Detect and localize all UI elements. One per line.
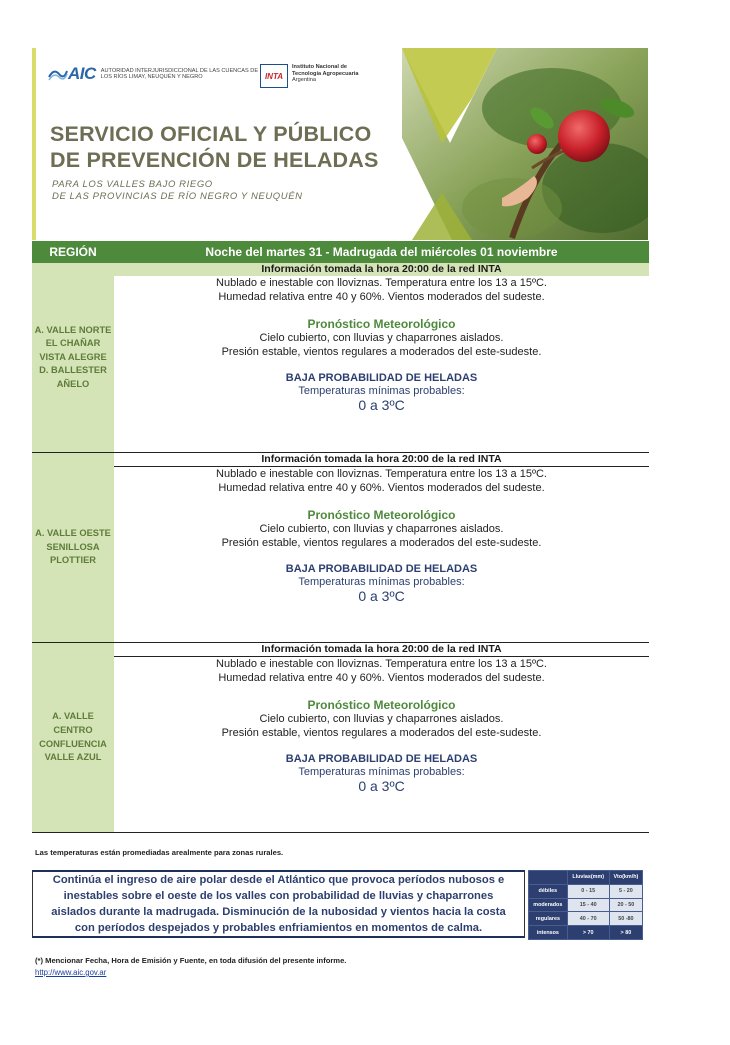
region-cell (32, 643, 114, 832)
frost-probability: BAJA PROBABILIDAD DE HELADAS (285, 372, 478, 384)
page-title (50, 121, 379, 173)
region-locality: VISTA ALEGRE (39, 351, 107, 362)
aic-website-link[interactable]: http://www.aic.gov.ar (35, 968, 107, 977)
region-name: A. VALLE CENTRO (52, 711, 94, 735)
forecast-line: Presión estable, vientos regulares a moderados del este-sudeste. (221, 346, 542, 358)
date-column-header: Noche del martes 31 - Madrugada del miércoles 01 noviembre (205, 245, 558, 259)
forecast-cell (114, 453, 649, 642)
region-locality: VALLE AZUL (44, 752, 102, 763)
info-source-heading: Información tomada la hora 20:00 de la red INTA (114, 643, 649, 657)
apple-photo-image (402, 48, 648, 240)
region-column-header: REGIÓN (49, 245, 97, 259)
region-locality: CONFLUENCIA (39, 738, 107, 749)
forecast-line: Cielo cubierto, con lluvias y chaparrones aislados. (259, 713, 504, 725)
region-cell (32, 453, 114, 642)
info-source-heading: Información tomada la hora 20:00 de la red INTA (114, 263, 649, 276)
forecast-cell (114, 263, 649, 452)
observation-line: Humedad relativa entre 40 y 60%. Vientos moderados del sudeste. (218, 482, 545, 494)
forecast-line: Presión estable, vientos regulares a moderados del este-sudeste. (221, 537, 542, 549)
inta-name-line3: Argentina (292, 77, 316, 84)
forecast-title: Pronóstico Meteorológico (307, 508, 456, 522)
aic-logo (48, 64, 271, 84)
region-locality: EL CHAÑAR (45, 338, 101, 349)
legend-rain-value: 15 - 40 (567, 898, 609, 912)
legend-row (529, 898, 643, 912)
subtitle-line1: PARA LOS VALLES BAJO RIEGO (52, 179, 213, 190)
legend-rain-value: > 70 (567, 926, 609, 940)
observation-line: Nublado e inestable con lloviznas. Temperatura entre los 13 a 15ºC. (216, 658, 547, 670)
legend-rain-value: 0 - 15 (567, 884, 609, 898)
legend-label: débiles (529, 884, 568, 898)
aic-wave-icon (48, 66, 68, 82)
inta-logo-mark: INTA (260, 64, 288, 88)
forecast-title: Pronóstico Meteorológico (307, 698, 456, 712)
table-row (32, 642, 649, 832)
region-locality: D. BALLESTER (39, 365, 107, 376)
min-temp-label: Temperaturas mínimas probables: (298, 576, 465, 588)
legend-rain-value: 40 - 70 (567, 912, 609, 926)
legend-rain-header: Lluvias(mm) (567, 871, 609, 885)
observation-line: Nublado e inestable con lloviznas. Temperatura entre los 13 a 15ºC. (216, 277, 547, 289)
inta-logo (260, 64, 382, 88)
region-name: A. VALLE OESTE (35, 528, 111, 539)
legend-wind-value: 20 - 50 (609, 898, 642, 912)
subtitle-line2: DE LAS PROVINCIAS DE RÍO NEGRO Y NEUQUÉN (52, 191, 303, 202)
table-row (32, 263, 649, 452)
weather-summary: Continúa el ingreso de aire polar desde el Atlántico que provoca períodos nubosos e inestables sobre el oeste de los valles con probabilidad de lluvias y chaparrones aislados durante la madrugada. Disminución de la nubosidad y vientos hacia la costa con períodos despejados y probables enfriamientos en momentos de calma. (32, 870, 525, 938)
legend-label: regulares (529, 912, 568, 926)
aic-name: AUTORIDAD INTERJURISDICCIONAL DE LAS CUENCAS DE LOS RÍOS LIMAY, NEUQUÉN Y NEGRO (100, 67, 259, 80)
min-temp-label: Temperaturas mínimas probables: (298, 766, 465, 778)
inta-name-line1: Instituto Nacional de (292, 64, 348, 70)
legend-row (529, 884, 643, 898)
info-source-heading: Información tomada la hora 20:00 de la red INTA (114, 453, 649, 467)
observation-line: Humedad relativa entre 40 y 60%. Vientos moderados del sudeste. (218, 672, 545, 684)
banner-accent-bar (32, 48, 36, 240)
min-temp-label: Temperaturas mínimas probables: (298, 385, 465, 397)
frost-forecast-table (32, 241, 649, 833)
legend-row (529, 912, 643, 926)
forecast-title: Pronóstico Meteorológico (307, 317, 456, 331)
legend-header-row (529, 871, 643, 885)
region-locality: SENILLOSA (46, 541, 100, 552)
forecast-line: Cielo cubierto, con lluvias y chaparrones aislados. (259, 523, 504, 535)
observation-line: Nublado e inestable con lloviznas. Temperatura entre los 13 a 15ºC. (216, 468, 547, 480)
legend-wind-value: > 80 (609, 926, 642, 940)
forecast-line: Cielo cubierto, con lluvias y chaparrones aislados. (259, 332, 504, 344)
legend-corner (529, 871, 568, 885)
intensity-legend (528, 870, 643, 940)
min-temp-value: 0 a 3ºC (358, 778, 405, 794)
region-locality: AÑELO (56, 378, 90, 389)
legend-row (529, 926, 643, 940)
observation-line: Humedad relativa entre 40 y 60%. Vientos moderados del sudeste. (218, 291, 545, 303)
forecast-line: Presión estable, vientos regulares a moderados del este-sudeste. (221, 727, 542, 739)
legend-label: moderados (529, 898, 568, 912)
min-temp-value: 0 a 3ºC (358, 588, 405, 604)
region-cell (32, 263, 114, 452)
frost-probability: BAJA PROBABILIDAD DE HELADAS (285, 563, 478, 575)
title-line1: SERVICIO OFICIAL Y PÚBLICO (50, 122, 372, 146)
header-banner (32, 48, 648, 240)
page-subtitle (52, 179, 303, 203)
legend-wind-value: 50 -80 (609, 912, 642, 926)
aic-logo-word: AIC (68, 64, 96, 83)
forecast-cell (114, 643, 649, 832)
region-locality: PLOTTIER (50, 555, 96, 566)
inta-name-line2: Tecnología Agropecuaria (292, 70, 359, 77)
legend-label: intensos (529, 926, 568, 940)
legend-wind-header: Vto(km/h) (609, 871, 642, 885)
inta-name (292, 64, 382, 84)
title-line2: DE PREVENCIÓN DE HELADAS (50, 148, 379, 172)
frost-probability: BAJA PROBABILIDAD DE HELADAS (285, 753, 478, 765)
table-row (32, 452, 649, 642)
averaging-note: Las temperaturas están promediadas arealmente para zonas rurales. (35, 848, 284, 857)
table-bottom-rule (32, 832, 649, 833)
attribution-footnote: (*) Mencionar Fecha, Hora de Emisión y Fuente, en toda difusión del presente informe. (35, 956, 347, 965)
table-header (32, 241, 649, 263)
min-temp-value: 0 a 3ºC (358, 397, 405, 413)
region-name: A. VALLE NORTE (34, 324, 112, 335)
legend-wind-value: 5 - 20 (609, 884, 642, 898)
